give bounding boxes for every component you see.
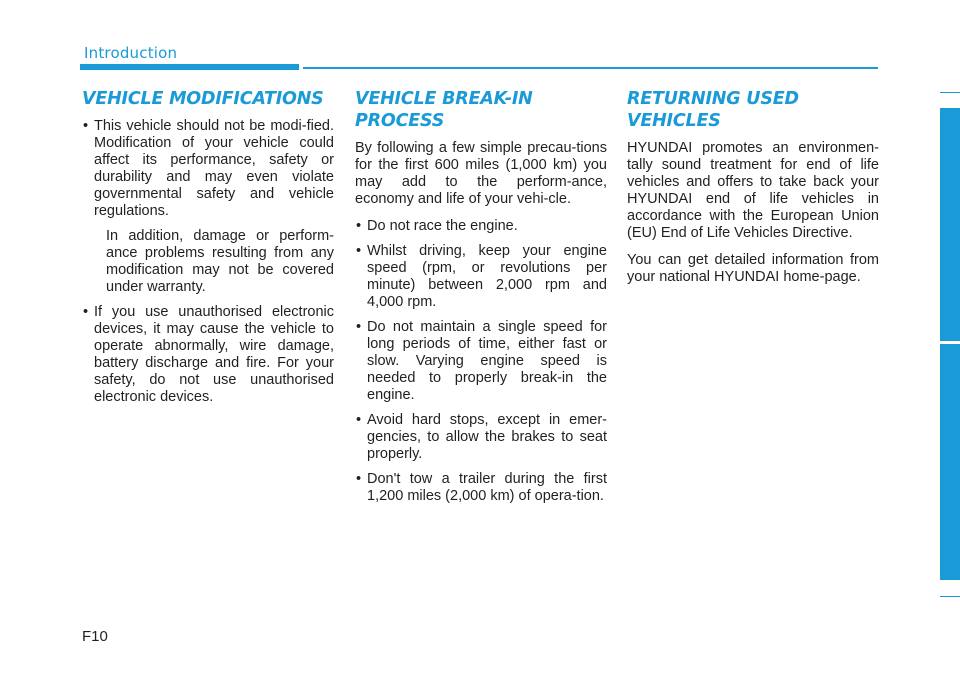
side-tab-active-marker [940, 341, 960, 344]
bullet-continuation: In addition, damage or perform-ance problems resulting from any modification may not be covered under warranty. [106, 228, 334, 295]
list-item: • Do not race the engine. [355, 218, 607, 235]
side-tab-divider-bottom [940, 596, 960, 597]
list-item [82, 118, 334, 296]
returning-paragraph: HYUNDAI promotes an environmen-tally sound treatment for end of life vehicles and offers to take back your HYUNDAI end of life vehicles in accordance with the European Union (EU) End of Life Vehicles Directive. [627, 140, 879, 241]
list-item: • Do not maintain a single speed for long periods of time, either fast or slow. Varying engine speed is needed to properly break-in the engine. [355, 319, 607, 404]
section-label: Introduction [84, 44, 178, 62]
side-tab-bar [940, 108, 960, 580]
column-returning-used-vehicles [627, 88, 879, 296]
returning-paragraph: You can get detailed information from your national HYUNDAI home-page. [627, 252, 879, 285]
heading-vehicle-modifications: VEHICLE MODIFICATIONS [82, 89, 324, 109]
list-item: • Whilst driving, keep your engine speed (rpm, or revolutions per minute) between 2,000 rpm and 4,000 rpm. [355, 243, 607, 311]
break-in-list [355, 218, 607, 505]
bullet-text: • If you use unauthorised electronic devices, it may cause the vehicle to operate abnormally, wire damage, battery discharge and fire. For your safety, do not use unauthorised electronic devices. [94, 304, 334, 405]
side-tab-divider-top [940, 92, 960, 93]
list-item: • Avoid hard stops, except in emer-gencies, to allow the brakes to seat properly. [355, 412, 607, 463]
modifications-list [82, 118, 334, 406]
header-rule-thick [80, 64, 299, 70]
column-break-in-process [355, 88, 607, 513]
column-vehicle-modifications [82, 88, 334, 414]
bullet-text: • This vehicle should not be modi-fied. Modification of your vehicle could affect its performance, safety or durability and may even violate governmental safety and vehicle regulations. [94, 118, 334, 219]
header-rule-thin [303, 67, 878, 69]
list-item: • Don't tow a trailer during the first 1,200 miles (2,000 km) of opera-tion. [355, 471, 607, 505]
page-number: F10 [82, 628, 108, 645]
list-item [82, 304, 334, 406]
heading-break-in-process: VEHICLE BREAK-IN PROCESS [355, 89, 533, 131]
break-in-intro: By following a few simple precau-tions for the first 600 miles (1,000 km) you may add to the perform-ance, economy and life of your vehi-cle. [355, 140, 607, 207]
heading-returning-used-vehicles: RETURNING USED VEHICLES [627, 89, 799, 131]
